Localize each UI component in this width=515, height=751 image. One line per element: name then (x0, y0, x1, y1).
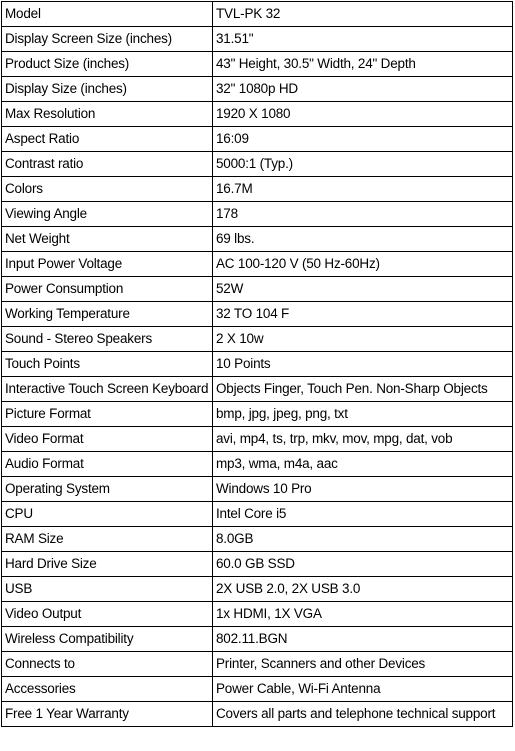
spec-label-cell: Display Screen Size (inches) (2, 27, 213, 52)
spec-label-cell: Sound - Stereo Speakers (2, 327, 213, 352)
spec-value-cell: Covers all parts and telephone technical support (213, 702, 513, 727)
spec-value-cell: 1920 X 1080 (213, 102, 513, 127)
spec-value-cell: 60.0 GB SSD (213, 552, 513, 577)
spec-value-cell: AC 100-120 V (50 Hz-60Hz) (213, 252, 513, 277)
spec-value-cell: 52W (213, 277, 513, 302)
table-row (2, 602, 513, 627)
spec-label-cell: Input Power Voltage (2, 252, 213, 277)
spec-value-cell: 8.0GB (213, 527, 513, 552)
spec-value-cell: 802.11.BGN (213, 627, 513, 652)
table-row (2, 2, 513, 27)
table-row (2, 277, 513, 302)
spec-value-cell: 43" Height, 30.5" Width, 24" Depth (213, 52, 513, 77)
spec-label-cell: Wireless Compatibility (2, 627, 213, 652)
spec-value-cell: 69 lbs. (213, 227, 513, 252)
spec-value-cell: 10 Points (213, 352, 513, 377)
spec-label-cell: RAM Size (2, 527, 213, 552)
table-row (2, 327, 513, 352)
spec-label-cell: Touch Points (2, 352, 213, 377)
spec-label-cell: Aspect Ratio (2, 127, 213, 152)
spec-label-cell: Audio Format (2, 452, 213, 477)
table-row (2, 177, 513, 202)
spec-value-cell: 31.51" (213, 27, 513, 52)
spec-label-cell: Model (2, 2, 213, 27)
spec-label-cell: Contrast ratio (2, 152, 213, 177)
spec-value-cell: 2 X 10w (213, 327, 513, 352)
spec-value-cell: avi, mp4, ts, trp, mkv, mov, mpg, dat, vob (213, 427, 513, 452)
spec-label-cell: Colors (2, 177, 213, 202)
spec-value-cell: 1x HDMI, 1X VGA (213, 602, 513, 627)
spec-label-cell: Picture Format (2, 402, 213, 427)
spec-label-cell: Video Format (2, 427, 213, 452)
table-row (2, 652, 513, 677)
table-row (2, 477, 513, 502)
spec-value-cell: mp3, wma, m4a, aac (213, 452, 513, 477)
table-row (2, 677, 513, 702)
spec-label-cell: Hard Drive Size (2, 552, 213, 577)
spec-value-cell: 178 (213, 202, 513, 227)
spec-label-cell: Accessories (2, 677, 213, 702)
spec-value-cell: 16.7M (213, 177, 513, 202)
spec-label-cell: Connects to (2, 652, 213, 677)
spec-label-cell: Power Consumption (2, 277, 213, 302)
spec-table-body (2, 2, 513, 727)
table-row (2, 702, 513, 727)
spec-label-cell: Display Size (inches) (2, 77, 213, 102)
table-row (2, 427, 513, 452)
spec-label-cell: CPU (2, 502, 213, 527)
table-row (2, 202, 513, 227)
spec-label-cell: Viewing Angle (2, 202, 213, 227)
spec-label-cell: Interactive Touch Screen Keyboard (2, 377, 213, 402)
table-row (2, 227, 513, 252)
spec-label-cell: USB (2, 577, 213, 602)
spec-value-cell: TVL-PK 32 (213, 2, 513, 27)
spec-value-cell: 16:09 (213, 127, 513, 152)
spec-label-cell: Net Weight (2, 227, 213, 252)
table-row (2, 502, 513, 527)
spec-label-cell: Operating System (2, 477, 213, 502)
spec-value-cell: Intel Core i5 (213, 502, 513, 527)
table-row (2, 102, 513, 127)
table-row (2, 577, 513, 602)
spec-value-cell: 5000:1 (Typ.) (213, 152, 513, 177)
spec-label-cell: Max Resolution (2, 102, 213, 127)
spec-value-cell: 32 TO 104 F (213, 302, 513, 327)
spec-value-cell: Printer, Scanners and other Devices (213, 652, 513, 677)
spec-value-cell: 2X USB 2.0, 2X USB 3.0 (213, 577, 513, 602)
spec-label-cell: Video Output (2, 602, 213, 627)
table-row (2, 452, 513, 477)
table-row (2, 352, 513, 377)
spec-value-cell: 32" 1080p HD (213, 77, 513, 102)
table-row (2, 627, 513, 652)
spec-label-cell: Working Temperature (2, 302, 213, 327)
table-row (2, 127, 513, 152)
table-row (2, 77, 513, 102)
table-row (2, 252, 513, 277)
table-row (2, 52, 513, 77)
table-row (2, 527, 513, 552)
table-row (2, 377, 513, 402)
spec-value-cell: bmp, jpg, jpeg, png, txt (213, 402, 513, 427)
table-row (2, 302, 513, 327)
spec-table (1, 1, 513, 727)
table-row (2, 27, 513, 52)
spec-value-cell: Power Cable, Wi-Fi Antenna (213, 677, 513, 702)
spec-value-cell: Objects Finger, Touch Pen. Non-Sharp Objects (213, 377, 513, 402)
table-row (2, 552, 513, 577)
table-row (2, 402, 513, 427)
spec-label-cell: Product Size (inches) (2, 52, 213, 77)
spec-value-cell: Windows 10 Pro (213, 477, 513, 502)
table-row (2, 152, 513, 177)
spec-label-cell: Free 1 Year Warranty (2, 702, 213, 727)
